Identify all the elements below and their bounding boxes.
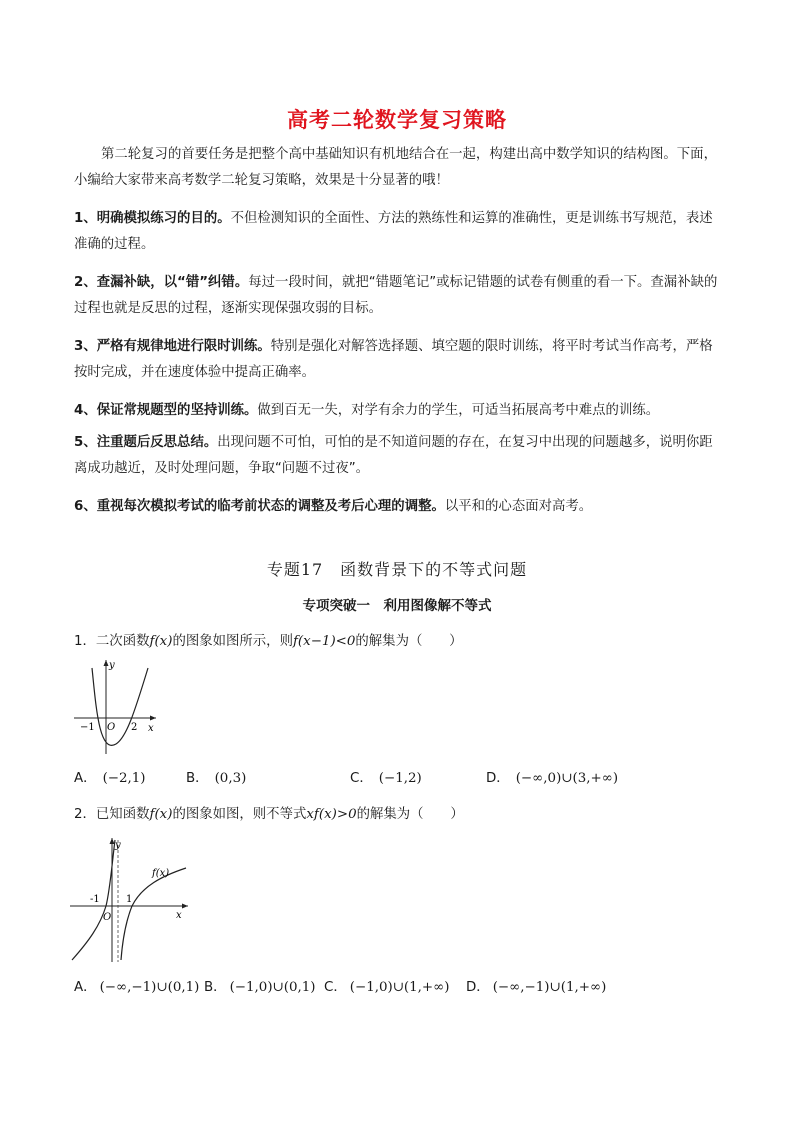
q2-graph-y-label: y	[115, 840, 121, 851]
tip-2	[74, 270, 724, 322]
q1-option-d[interactable]: D． (−∞,0)∪(3,+∞)	[486, 771, 619, 786]
q2-post: 的解集为（ ）	[356, 807, 464, 822]
tip-4	[74, 398, 724, 424]
q1-option-b[interactable]: B． (0,3)	[186, 771, 247, 786]
q2-graph-fx-label: f(x)	[152, 868, 170, 879]
tip-6-body: 以平和的心态面对高考。	[444, 499, 593, 514]
q1-graph-two-label: 2	[131, 722, 138, 733]
q2-graph-neg1-label: -1	[90, 894, 100, 905]
q2-graph-origin-label: O	[103, 912, 112, 923]
q2-option-a[interactable]: A． (−∞,−1)∪(0,1)	[74, 980, 200, 995]
q2-mid: 的图象如图，则不等式	[172, 807, 307, 822]
question-2-graph	[68, 834, 192, 964]
tip-6-head: 6、重视每次模拟考试的临考前状态的调整及考后心理的调整。	[74, 499, 445, 514]
topic-heading: 专题17 函数背景下的不等式问题	[266, 560, 528, 579]
question-1-graph	[70, 656, 160, 756]
q1-graph-x-label: x	[148, 723, 154, 734]
q1-graph-neg1-label: −1	[80, 722, 95, 733]
q2-option-d[interactable]: D． (−∞,−1)∪(1,+∞)	[466, 980, 607, 995]
q2-pre: 2．已知函数	[74, 807, 150, 822]
tip-1-head: 1、明确模拟练习的目的。	[74, 211, 231, 226]
q1-graph-y-label: y	[109, 660, 115, 671]
q1-fx: f(x)	[149, 634, 173, 649]
q1-mid: 的图象如图所示，则	[172, 634, 293, 649]
tip-3-head: 3、严格有规律地进行限时训练。	[74, 339, 271, 354]
tip-2-body: 每过一段时间，就把“错题笔记”或标记错题的试卷有侧重的看一下。查漏补缺的过程也就是反思的过程，逐渐实现保强攻弱的目标。	[74, 275, 718, 316]
q2-graph-x-label: x	[176, 910, 182, 921]
q2-inequality: xf(x)>0	[306, 807, 357, 822]
question-1-stem	[74, 630, 463, 649]
tip-2-head: 2、查漏补缺，以“错”纠错。	[74, 275, 249, 290]
q2-option-c[interactable]: C． (−1,0)∪(1,+∞)	[324, 980, 450, 995]
q1-option-a[interactable]: A． (−2,1)	[74, 771, 146, 786]
tip-4-head: 4、保证常规题型的坚持训练。	[74, 403, 258, 418]
tip-5-head: 5、注重题后反思总结。	[74, 435, 218, 450]
q1-inequality: f(x−1)<0	[292, 634, 356, 649]
tip-3	[74, 334, 724, 386]
q2-option-b[interactable]: B． (−1,0)∪(0,1)	[204, 980, 316, 995]
subtopic-heading: 专项突破一 利用图像解不等式	[302, 598, 492, 614]
q1-post: 的解集为（ ）	[355, 634, 463, 649]
tip-5-body: 出现问题不可怕，可怕的是不知道问题的存在，在复习中出现的问题越多，说明你距离成功越近，及时处理问题，争取“问题不过夜”。	[74, 435, 713, 476]
tip-5	[74, 430, 724, 482]
q1-graph-origin-label: O	[107, 722, 116, 733]
q2-fx: f(x)	[149, 807, 173, 822]
tip-4-body: 做到百无一失，对学有余力的学生，可适当拓展高考中难点的训练。	[257, 403, 660, 418]
page-title: 高考二轮数学复习策略	[287, 108, 507, 132]
q2-graph-one-label: 1	[126, 894, 133, 905]
tip-3-body: 特别是强化对解答选择题、填空题的限时训练，将平时考试当作高考，严格按时完成，并在速度体验中提高正确率。	[74, 339, 713, 380]
tip-1-body: 不但检测知识的全面性、方法的熟练性和运算的准确性，更是训练书写规范，表述准确的过程。	[74, 211, 713, 252]
intro-paragraph: 第二轮复习的首要任务是把整个高中基础知识有机地结合在一起，构建出高中数学知识的结构图。下面，小编给大家带来高考数学二轮复习策略，效果是十分显著的哦！	[74, 147, 717, 188]
q1-pre: 1．二次函数	[74, 634, 150, 649]
tip-6	[74, 494, 724, 520]
question-2-stem	[74, 803, 464, 822]
q1-option-c[interactable]: C． (−1,2)	[350, 771, 422, 786]
tip-1	[74, 206, 724, 258]
